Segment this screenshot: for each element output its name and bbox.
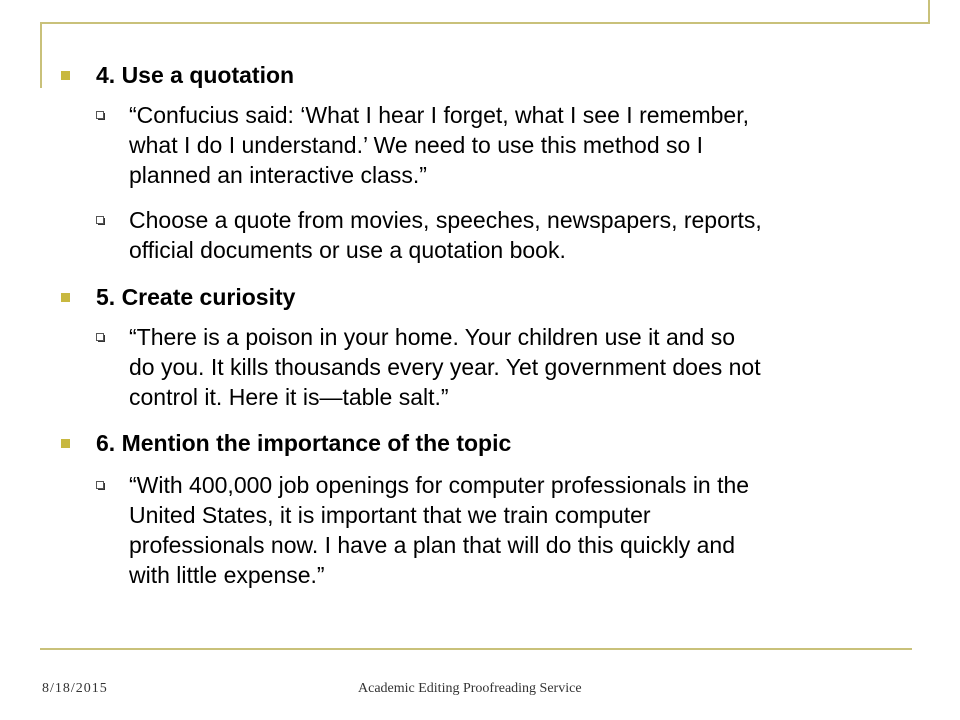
footer-title: Academic Editing Proofreading Service <box>358 681 582 696</box>
sub-bullet-line: do you. It kills thousands every year. Yet government does not <box>129 354 761 380</box>
frame-bottom-line <box>40 648 912 650</box>
sub-bullet-line: “Confucius said: ‘What I hear I forget, what I see I remember, <box>129 102 749 128</box>
sub-bullet-line: “With 400,000 job openings for computer professionals in the <box>129 472 750 498</box>
sub-bullet <box>129 322 919 412</box>
hollow-square-bullet-icon <box>96 481 104 489</box>
sub-bullet-line: control it. Here it is—table salt.” <box>129 384 449 410</box>
sub-bullet-line: United States, it is important that we train computer <box>129 502 651 528</box>
heading-text: 6. Mention the importance of the topic <box>96 430 512 456</box>
sub-bullet-line: professionals now. I have a plan that will do this quickly and <box>129 532 736 558</box>
sub-bullet-line: “There is a poison in your home. Your children use it and so <box>129 324 736 350</box>
sub-bullet-line: with little expense.” <box>129 562 325 588</box>
sub-bullet-line: planned an interactive class.” <box>129 162 427 188</box>
heading-text: 5. Create curiosity <box>96 284 296 310</box>
sub-bullet <box>129 470 919 590</box>
sub-bullet <box>129 205 919 265</box>
sub-bullet <box>129 100 919 190</box>
heading-text: 4. Use a quotation <box>96 62 295 88</box>
footer-date: 8/18/2015 <box>42 681 108 696</box>
hollow-square-bullet-icon <box>96 333 104 341</box>
bullet-heading <box>96 428 511 458</box>
bullet-heading <box>96 60 294 90</box>
bullet-heading <box>96 282 295 312</box>
square-bullet-icon <box>61 293 70 302</box>
sub-bullet-line: what I do I understand.’ We need to use this method so I <box>129 132 704 158</box>
square-bullet-icon <box>61 71 70 80</box>
sub-bullet-line: official documents or use a quotation book. <box>129 237 566 263</box>
hollow-square-bullet-icon <box>96 216 104 224</box>
sub-bullet-line: Choose a quote from movies, speeches, newspapers, reports, <box>129 207 762 233</box>
hollow-square-bullet-icon <box>96 111 104 119</box>
square-bullet-icon <box>61 439 70 448</box>
